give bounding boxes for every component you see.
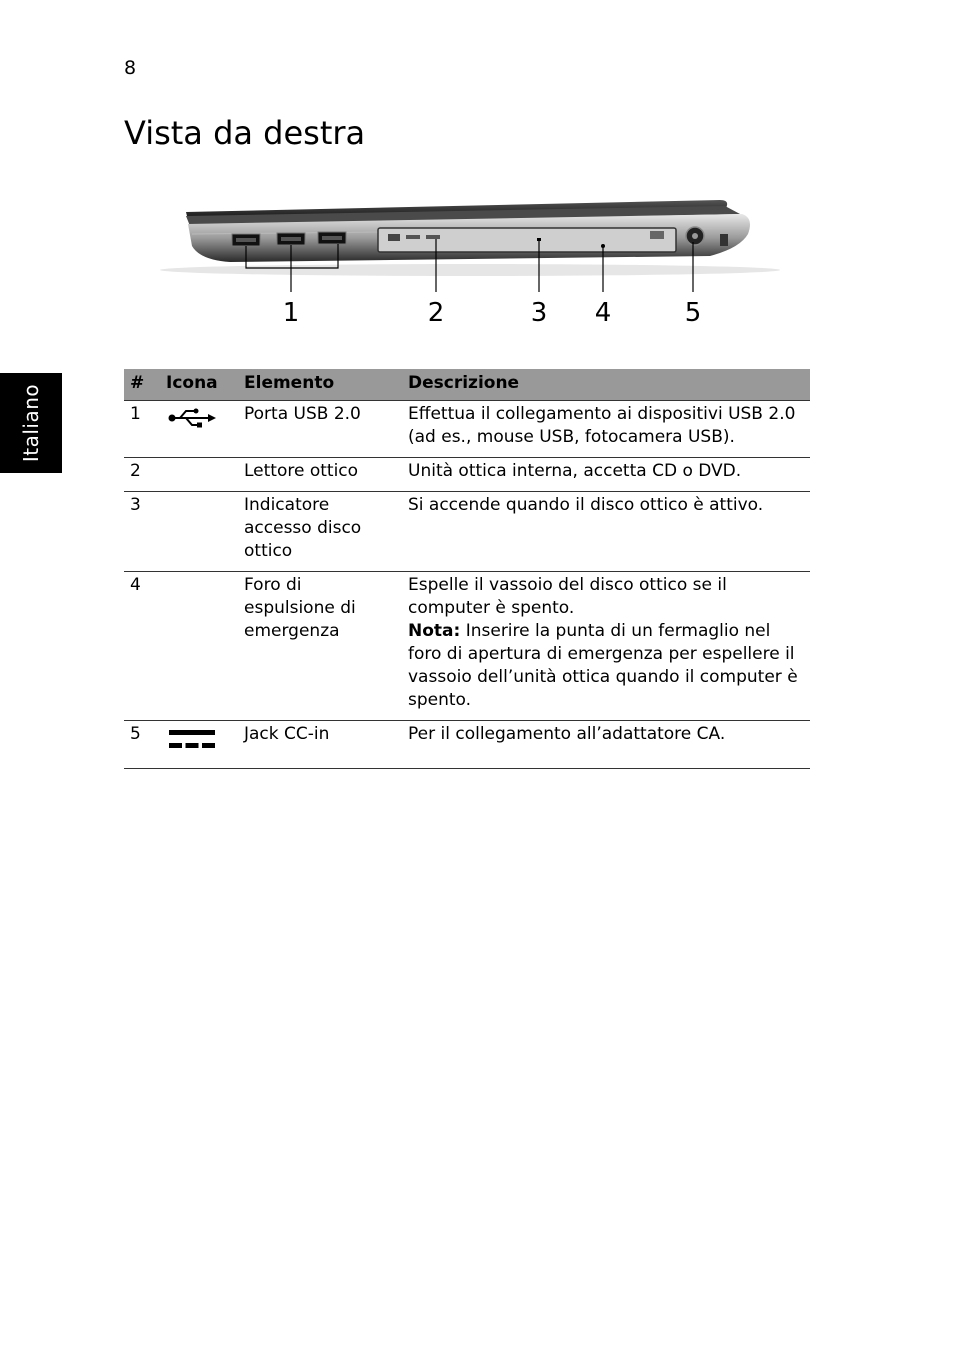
table-row	[124, 492, 810, 572]
dc-in-icon	[166, 727, 216, 753]
language-tab-label: Italiano	[19, 383, 43, 463]
row-description-text: Espelle il vassoio del disco ottico se il computer è spento.	[408, 575, 727, 618]
table-header-row	[124, 369, 810, 401]
page-number: 8	[124, 57, 137, 79]
row-icon	[160, 721, 238, 769]
row-number: 5	[124, 721, 160, 769]
row-element: Indicatore accesso disco ottico	[238, 492, 402, 572]
row-description: Unità ottica interna, accetta CD o DVD.	[402, 458, 810, 492]
callout-4: 4	[594, 298, 612, 328]
header-icon: Icona	[160, 369, 238, 401]
row-element: Lettore ottico	[238, 458, 402, 492]
row-icon	[160, 458, 238, 492]
laptop-right-view-figure	[150, 190, 790, 340]
page-title: Vista da destra	[124, 114, 366, 152]
row-element: Porta USB 2.0	[238, 401, 402, 458]
language-tab	[0, 373, 62, 473]
row-icon	[160, 572, 238, 721]
row-description: Per il collegamento all’adattatore CA.	[402, 721, 810, 769]
row-description	[402, 572, 810, 721]
header-description: Descrizione	[402, 369, 810, 401]
usb-ports	[232, 232, 346, 246]
row-note	[408, 620, 804, 712]
row-number: 4	[124, 572, 160, 721]
table-row	[124, 458, 810, 492]
callout-1: 1	[282, 298, 300, 328]
table-row	[124, 572, 810, 721]
header-element: Elemento	[238, 369, 402, 401]
callout-2: 2	[427, 298, 445, 328]
note-label: Nota:	[408, 621, 461, 641]
table-row	[124, 721, 810, 769]
note-text: Inserire la punta di un fermaglio nel foro di apertura di emergenza per espellere il vassoio dell’unità ottica quando il computer è spento.	[408, 621, 798, 710]
ports-table	[124, 369, 810, 769]
laptop-side-illustration	[150, 190, 790, 300]
row-icon	[160, 492, 238, 572]
row-description: Effettua il collegamento ai dispositivi USB 2.0 (ad es., mouse USB, fotocamera USB).	[402, 401, 810, 458]
callout-5: 5	[684, 298, 702, 328]
row-element: Foro di espulsione di emergenza	[238, 572, 402, 721]
header-number: #	[124, 369, 160, 401]
row-number: 1	[124, 401, 160, 458]
row-description: Si accende quando il disco ottico è attivo.	[402, 492, 810, 572]
usb-icon	[166, 407, 216, 429]
row-element: Jack CC-in	[238, 721, 402, 769]
row-number: 2	[124, 458, 160, 492]
row-icon	[160, 401, 238, 458]
callout-3: 3	[530, 298, 548, 328]
table-row	[124, 401, 810, 458]
optical-drive	[378, 228, 676, 252]
row-number: 3	[124, 492, 160, 572]
